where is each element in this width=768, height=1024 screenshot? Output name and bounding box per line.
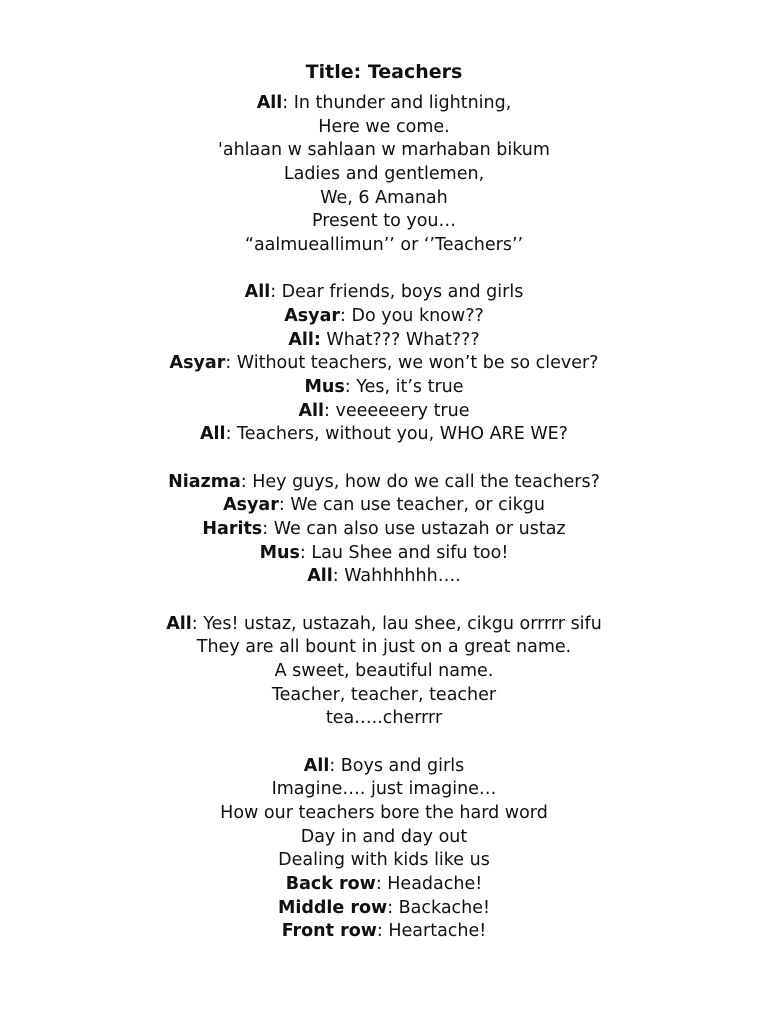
speaker-name: All [256, 93, 283, 113]
line-text: Here we come. [318, 116, 450, 137]
line-text: : Headache! [375, 873, 483, 894]
script-line [0, 636, 768, 660]
line-text: tea…..cherrrr [325, 708, 443, 729]
speaker-name: Mus [259, 542, 300, 563]
script-line [0, 187, 768, 211]
script-line [0, 518, 768, 542]
script-line [0, 778, 768, 802]
line-text: 'ahlaan w sahlaan w marhaban bikum [218, 140, 550, 161]
line-text: Day in and day out [300, 826, 468, 847]
stanza [0, 92, 768, 258]
speaker-name: Asyar [169, 353, 226, 374]
script-line [0, 376, 768, 400]
script-line [0, 707, 768, 731]
line-text: : In thunder and lightning, [282, 93, 512, 113]
document-title: Title: Teachers [305, 61, 463, 83]
line-text: How our teachers bore the hard word [220, 802, 548, 823]
line-text: : veeeeeery true [324, 400, 470, 421]
line-text: : Lau Shee and sifu too! [299, 542, 509, 563]
script-line [0, 755, 768, 779]
speaker-name: Middle row [277, 897, 388, 918]
script-line [0, 826, 768, 850]
speaker-name: All [303, 755, 330, 776]
line-text: Ladies and gentlemen, [283, 164, 485, 185]
script-line [0, 305, 768, 329]
speaker-name: All: [288, 329, 321, 350]
script-line [0, 660, 768, 684]
script-line [0, 565, 768, 589]
speaker-name: All [298, 400, 325, 421]
speaker-name: Back row [285, 873, 376, 894]
speaker-name: All [166, 613, 192, 634]
script-line [0, 802, 768, 826]
speaker-name: Asyar [223, 495, 279, 516]
line-text: : Do you know?? [340, 306, 484, 326]
script-line [0, 281, 768, 305]
line-text: Present to you… [311, 211, 456, 232]
script-line [0, 210, 768, 234]
script-line [0, 920, 768, 944]
line-text: : Hey guys, how do we call the teachers? [240, 471, 600, 492]
line-text: They are all bount in just on a great name. [196, 637, 572, 658]
script-line [0, 897, 768, 921]
line-text: : Yes! ustaz, ustazah, lau shee, cikgu orrrrr sifu [191, 613, 602, 634]
line-text: Dealing with kids like us [278, 850, 490, 871]
stanza [0, 281, 768, 447]
line-text: What??? What??? [320, 329, 480, 350]
stanza [0, 471, 768, 589]
line-text: : Without teachers, we won’t be so clever? [225, 353, 599, 374]
line-text: : Heartache! [376, 921, 487, 942]
script-line [0, 684, 768, 708]
script-line [0, 873, 768, 897]
script-line [0, 542, 768, 566]
speaker-name: Niazma [168, 471, 241, 492]
script-line [0, 163, 768, 187]
line-text: Teacher, teacher, teacher [271, 684, 497, 705]
line-text: : Yes, it’s true [344, 377, 464, 398]
script-line [0, 400, 768, 424]
script-line [0, 613, 768, 637]
speaker-name: Mus [304, 377, 345, 398]
script-line [0, 471, 768, 495]
line-text: : Teachers, without you, WHO ARE WE? [225, 424, 568, 445]
script-line [0, 116, 768, 140]
line-text: : Dear friends, boys and girls [270, 282, 524, 303]
script-line [0, 329, 768, 353]
speaker-name: All [244, 282, 271, 303]
line-text: We, 6 Amanah [320, 187, 448, 208]
script-line [0, 494, 768, 518]
script-line [0, 352, 768, 376]
script-line [0, 234, 768, 258]
script-line [0, 139, 768, 163]
line-text: Imagine…. just imagine… [271, 779, 497, 800]
stanza [0, 755, 768, 945]
line-text: : We can also use ustazah or ustaz [262, 519, 566, 539]
script-line [0, 423, 768, 447]
script-body [0, 92, 768, 944]
speaker-name: Front row [281, 921, 377, 942]
speaker-name: All [307, 566, 333, 587]
line-text: “aalmueallimun’’ or ‘’Teachers’’ [244, 235, 524, 256]
line-text: : Wahhhhhh…. [332, 566, 461, 587]
line-text: : We can use teacher, or cikgu [278, 495, 545, 516]
speaker-name: All [200, 424, 226, 445]
line-text: A sweet, beautiful name. [274, 660, 494, 681]
stanza [0, 613, 768, 731]
speaker-name: Harits [202, 519, 263, 539]
script-line [0, 849, 768, 873]
script-line [0, 92, 768, 116]
line-text: : Boys and girls [329, 755, 465, 776]
line-text: : Backache! [387, 897, 491, 918]
speaker-name: Asyar [284, 306, 341, 326]
